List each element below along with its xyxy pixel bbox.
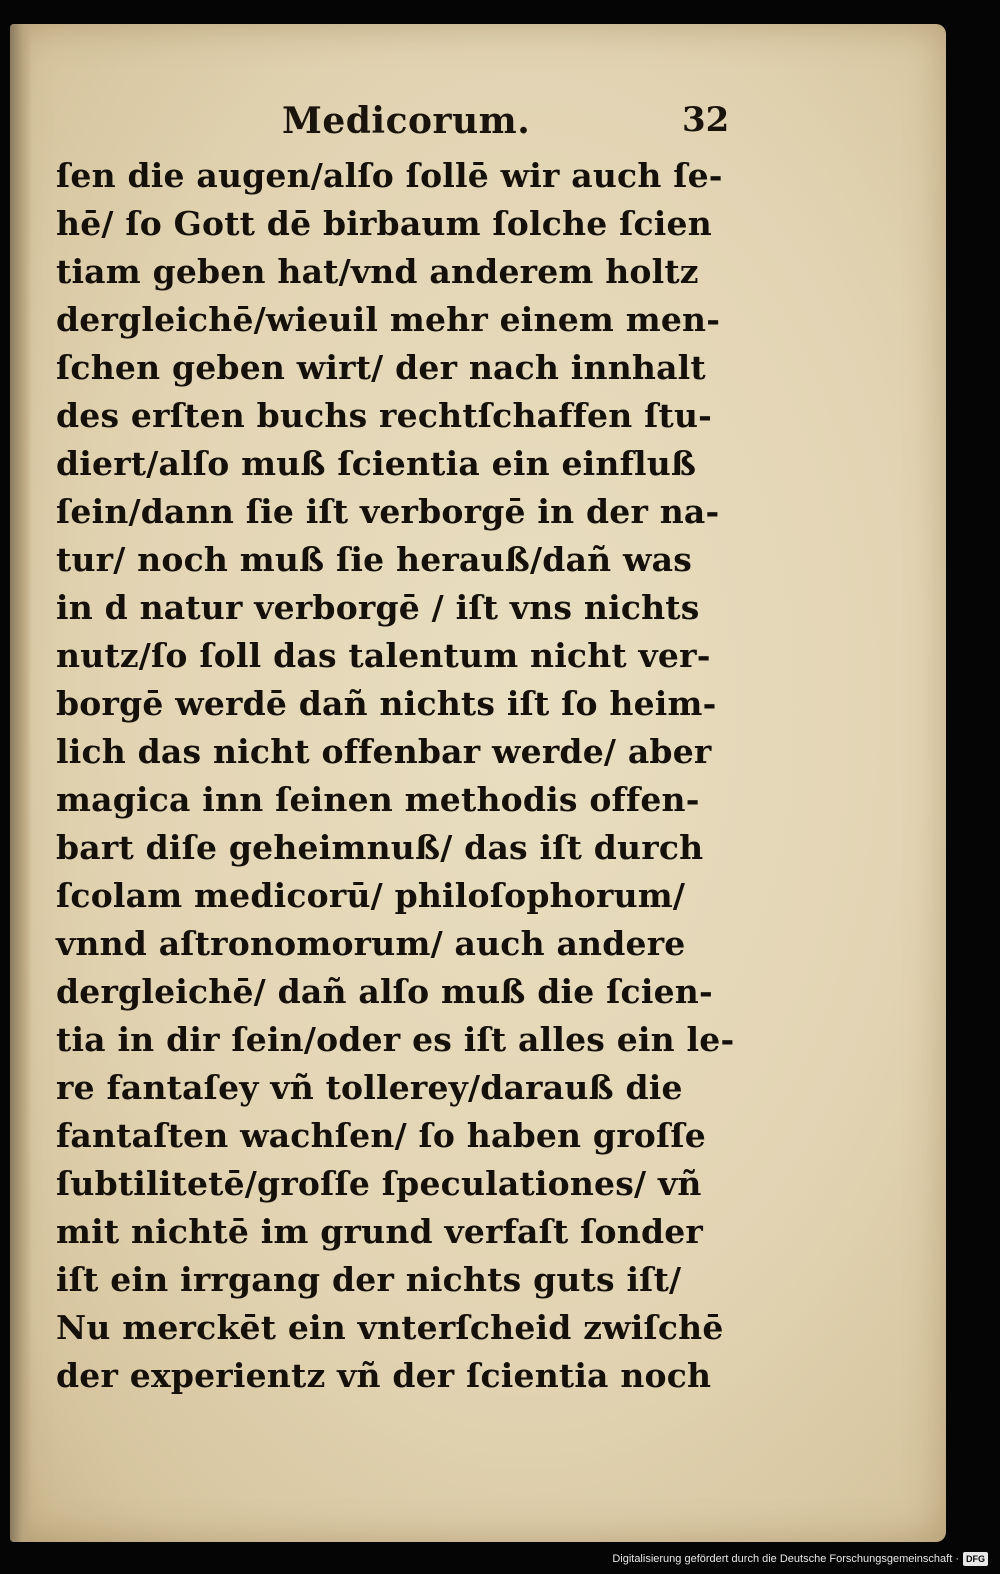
text-line: hē/ ſo Gott dē birbaum ſolche ſcien [56, 204, 712, 243]
text-line: dergleichē/ dañ alſo muß die ſcien- [56, 972, 713, 1011]
page-number: 32 [682, 100, 730, 140]
text-line: mit nichtē im grund verfaſt ſonder [56, 1212, 703, 1251]
running-head-title: Medicorum. [282, 100, 531, 142]
text-line: Nu merckēt ein vnterſcheid zwiſchē [56, 1308, 724, 1347]
text-line: bart diſe geheimnuß/ das iſt durch [56, 828, 704, 867]
text-line: diert/alſo muß ſcientia ein einfluß [56, 444, 697, 483]
text-line: lich das nicht offenbar werde/ aber [56, 732, 712, 771]
text-line: tia in dir ſein/oder es iſt alles ein le- [56, 1020, 735, 1059]
text-line: borgē werdē dañ nichts iſt ſo heim- [56, 684, 717, 723]
text-line: dergleichē/wieuil mehr einem men- [56, 300, 721, 339]
text-line: iſt ein irrgang der nichts guts iſt/ [56, 1260, 682, 1299]
text-line: nutz/ſo ſoll das talentum nicht ver- [56, 636, 711, 675]
text-line: des erſten buchs rechtſchaffen ſtu- [56, 396, 713, 435]
text-line: ſubtilitetē/groſſe ſpeculationes/ vñ [56, 1164, 702, 1203]
text-line: ſen die augen/alſo ſollē wir auch ſe- [56, 156, 723, 195]
main-text-block [56, 152, 736, 1400]
text-line: ſchen geben wirt/ der nach innhalt [56, 348, 706, 387]
text-line: in d natur verborgē / iſt vns nichts [56, 588, 700, 627]
text-line: tur/ noch muß ſie herauß/dañ was [56, 540, 693, 579]
text-line: ſcolam medicorū/ philoſophorum/ [56, 876, 686, 915]
credit-text: Digitalisierung gefördert durch die Deutsche Forschungsgemeinschaft · [612, 1553, 959, 1565]
text-line: re fantaſey vñ tollerey/darauß die [56, 1068, 683, 1107]
text-line: vnnd aſtronomorum/ auch andere [56, 924, 686, 963]
text-line: magica inn ſeinen methodis offen- [56, 780, 700, 819]
text-line: fantaſten wachſen/ ſo haben groſſe [56, 1116, 706, 1155]
dfg-logo: DFG [963, 1552, 988, 1566]
text-line: ſein/dann ſie iſt verborgē in der na- [56, 492, 720, 531]
digitization-credit [590, 1550, 988, 1568]
text-line: der experientz vñ der ſcientia noch [56, 1356, 712, 1395]
text-line: tiam geben hat/vnd anderem holtz [56, 252, 699, 291]
page-gutter [10, 24, 32, 1542]
